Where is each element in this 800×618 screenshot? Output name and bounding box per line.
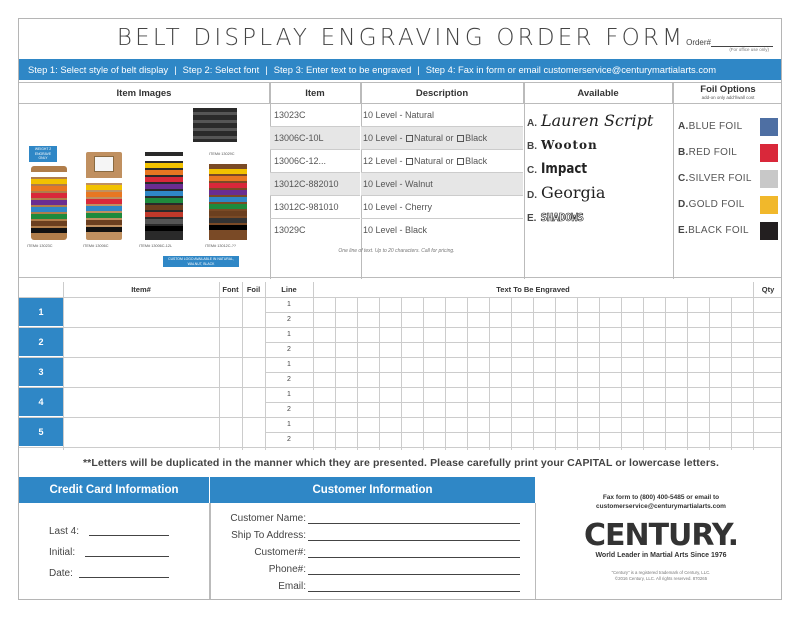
line-number: 1	[287, 301, 291, 308]
desc-text: 10 Level - Black	[363, 225, 428, 235]
rack-slat	[193, 112, 237, 115]
grid-vline	[753, 282, 754, 450]
desc-text: 10 Level - Cherry	[363, 202, 433, 212]
foil-swatch-black	[760, 222, 778, 240]
century-tagline: World Leader in Martial Arts Since 1976	[595, 552, 727, 559]
credit-card-box	[19, 503, 210, 600]
qty-input[interactable]	[753, 357, 782, 387]
belt-yellow	[86, 185, 122, 190]
black-checkbox[interactable]	[457, 135, 464, 142]
century-logo: CENTURY.	[583, 518, 739, 553]
char-cell-divider	[357, 297, 358, 450]
foil-name: SILVER FOIL	[688, 173, 752, 184]
desc-option: Black	[465, 156, 488, 166]
font-input[interactable]	[219, 387, 242, 417]
legal-line-1: “Century” is a registered trademark of Century, LLC.	[611, 570, 711, 575]
desc-text: 12 Level -	[363, 156, 406, 166]
certificate-frame	[94, 156, 114, 172]
belt-blue	[209, 197, 247, 202]
row-number-badge: 3	[19, 358, 63, 386]
char-cell-divider	[335, 297, 336, 450]
item-number: 13006C-10L	[270, 127, 360, 150]
char-cell-divider	[599, 297, 600, 450]
belt-gray	[145, 219, 183, 224]
belt-purple	[31, 200, 67, 205]
cc-initial-label: Initial:	[49, 547, 76, 558]
belt-brown	[31, 221, 67, 226]
title-row	[19, 19, 782, 57]
grid-vline	[219, 282, 220, 450]
font-input[interactable]	[219, 357, 242, 387]
font-option-c[interactable]	[527, 157, 595, 181]
black-checkbox[interactable]	[457, 158, 464, 165]
email-input[interactable]	[308, 591, 520, 592]
char-cell-divider	[577, 297, 578, 450]
credit-card-header: Credit Card Information	[19, 477, 209, 503]
belt-blue	[145, 191, 183, 196]
item-description	[361, 127, 523, 150]
row-number-badge: 5	[19, 418, 63, 446]
belt-orange	[31, 186, 67, 191]
line-number: 1	[287, 361, 291, 368]
grid-header-line: Line	[281, 285, 297, 294]
foil-input[interactable]	[242, 297, 265, 327]
belt-blue	[31, 207, 67, 212]
qty-input[interactable]	[753, 297, 782, 327]
rack-image-13006c-12l	[145, 152, 183, 240]
foil-swatch-silver	[760, 170, 778, 188]
email-label: Email:	[278, 581, 306, 592]
desc-option: Natural or	[414, 133, 457, 143]
item-number: 13012C-882010	[270, 173, 360, 196]
foil-option-blue[interactable]	[678, 117, 742, 137]
item-number: 13023C	[270, 104, 360, 127]
duplication-note: **Letters will be duplicated in the manner which they are presented. Please carefully print your CAPITAL or lowercase letters.	[83, 457, 719, 469]
foil-letter: D.	[678, 199, 689, 210]
foil-option-silver[interactable]	[678, 169, 752, 189]
grid-header-font: Font	[222, 285, 239, 294]
engraving-grid	[19, 282, 782, 450]
grid-vline	[242, 282, 243, 450]
char-cell-divider	[643, 297, 644, 450]
steps-bar	[19, 59, 782, 80]
header-item: Item	[270, 83, 361, 104]
char-cell-divider	[621, 297, 622, 450]
rack-slat	[193, 128, 237, 131]
rack-image-13006c	[86, 152, 122, 240]
belt-red-2	[145, 212, 183, 217]
char-cell-divider	[401, 297, 402, 450]
header-item-images: Item Images	[19, 83, 270, 104]
item-number-input[interactable]	[63, 417, 219, 447]
belt-yellow	[31, 179, 67, 184]
fax-line-1: Fax form to (800) 400-5485 or email to	[602, 494, 720, 501]
desc-text: 10 Level -	[363, 133, 406, 143]
font-option-b[interactable]	[527, 133, 598, 157]
rack-image-13023c	[31, 166, 67, 240]
legal-line-2: ©2016 Century, LLC. All rights reserved. 870265	[614, 576, 708, 581]
item-number-input[interactable]	[63, 297, 219, 327]
rack-slat	[193, 136, 237, 139]
custom-logo-tag: CUSTOM LOGO AVAILABLE IN NATURAL, WALNUT, BLACK	[163, 256, 239, 267]
foil-letter: B.	[678, 147, 689, 158]
desc-option: Natural or	[414, 156, 457, 166]
font-sample-impact: Impact	[541, 161, 588, 177]
caption-13006c-12l: ITEM# 13006C-12L	[139, 244, 173, 248]
foil-name: RED FOIL	[688, 147, 738, 158]
phone-label: Phone#:	[268, 564, 306, 575]
font-letter: C.	[527, 165, 537, 176]
belt-brown	[209, 211, 247, 216]
font-letter: B.	[527, 141, 537, 152]
legal-text	[566, 570, 756, 582]
font-option-e[interactable]	[527, 205, 583, 229]
customer-info-header: Customer Information	[210, 477, 535, 503]
belt-red	[209, 183, 247, 188]
belt-white	[145, 156, 183, 161]
belt-yellow	[209, 169, 247, 174]
header-foil-options: Foil Options	[700, 84, 756, 95]
row-number-badge: 2	[19, 328, 63, 356]
font-sample-georgia: Georgia	[541, 183, 606, 202]
font-sample-wooton: Wooton	[541, 138, 598, 152]
ship-address-input[interactable]	[308, 540, 520, 541]
foil-letter: A.	[678, 121, 689, 132]
divider	[673, 83, 674, 279]
product-table	[19, 82, 782, 278]
order-form-sheet	[18, 18, 782, 600]
font-option-a[interactable]	[527, 109, 653, 133]
order-number-field[interactable]	[686, 38, 773, 47]
order-number-line	[711, 39, 773, 47]
font-letter: A.	[527, 118, 537, 129]
foil-input[interactable]	[242, 387, 265, 417]
order-note: (For office use only)	[729, 47, 769, 52]
customer-name-label: Customer Name:	[230, 513, 306, 524]
grid-vline	[265, 282, 266, 450]
grid-header-qty: Qty	[761, 285, 775, 294]
grid-vline	[63, 282, 64, 450]
belt-red	[31, 193, 67, 198]
foil-letter: E.	[678, 225, 689, 236]
belt-blue	[86, 206, 122, 211]
item-number-input[interactable]	[63, 387, 219, 417]
cc-date-input[interactable]	[79, 577, 169, 578]
belt-green	[31, 214, 67, 219]
line-number: 1	[287, 331, 291, 338]
foil-input[interactable]	[242, 357, 265, 387]
font-sample-lauren-script: Lauren Script	[541, 111, 654, 130]
belt-red	[145, 177, 183, 182]
qty-input[interactable]	[753, 387, 782, 417]
customer-name-input[interactable]	[308, 523, 520, 524]
foil-option-gold[interactable]	[678, 195, 745, 215]
item-number: 13012C-981010	[270, 196, 360, 219]
desc-option: Black	[465, 133, 488, 143]
header-available: Available	[524, 83, 673, 104]
foil-option-red[interactable]	[678, 143, 737, 163]
step-separator: |	[174, 64, 177, 75]
rack-slat	[193, 120, 237, 123]
item-number: 13006C-12...	[270, 150, 360, 173]
cc-last4-input[interactable]	[89, 535, 169, 536]
char-cell-divider	[379, 297, 380, 450]
item-description	[361, 104, 523, 127]
char-cell-divider	[511, 297, 512, 450]
qty-input[interactable]	[753, 417, 782, 447]
cc-initial-input[interactable]	[85, 556, 169, 557]
belt-orange	[86, 192, 122, 197]
foil-letter: C.	[678, 173, 689, 184]
natural-checkbox[interactable]	[406, 135, 413, 142]
caption-wall-rack: ITEM# 13029C	[209, 152, 235, 156]
item-number-input[interactable]	[63, 327, 219, 357]
row-number-badge: 4	[19, 388, 63, 416]
qty-input[interactable]	[753, 327, 782, 357]
fax-instructions	[566, 493, 756, 511]
grid-header-text: Text To Be Engraved	[496, 285, 570, 294]
fax-line-2: customerservice@centurymartialarts.com	[596, 503, 726, 510]
grid-vline	[313, 282, 314, 450]
belt-orange	[145, 170, 183, 175]
belt-purple	[145, 184, 183, 189]
line-number: 2	[287, 406, 291, 413]
char-cell-divider	[533, 297, 534, 450]
foil-swatch-blue	[760, 118, 778, 136]
divider	[524, 83, 525, 279]
foil-swatch-red	[760, 144, 778, 162]
step-separator: |	[265, 64, 268, 75]
belt-white	[31, 172, 67, 177]
line-number: 2	[287, 316, 291, 323]
belt-display-images	[19, 104, 269, 279]
belt-black	[86, 227, 122, 232]
belt-green	[145, 198, 183, 203]
ship-address-label: Ship To Address:	[231, 530, 306, 541]
belt-green	[86, 213, 122, 218]
foil-input[interactable]	[242, 417, 265, 447]
belt-red	[86, 199, 122, 204]
grid-header-foil: Foil	[246, 285, 261, 294]
foil-options-note: add-on only add’l/wall cost	[701, 95, 755, 100]
font-letter: E.	[527, 213, 537, 224]
caption-13023c: ITEM# 13023C	[27, 244, 53, 248]
cc-date-label: Date:	[49, 568, 73, 579]
line-number: 2	[287, 436, 291, 443]
step-2: Step 2: Select font	[182, 64, 260, 75]
step-3: Step 3: Enter text to be engraved	[273, 64, 412, 75]
natural-checkbox[interactable]	[406, 158, 413, 165]
foil-name: BLACK FOIL	[688, 225, 749, 236]
page-title: BELT DISPLAY ENGRAVING ORDER FORM	[116, 25, 686, 51]
belt-orange	[209, 176, 247, 181]
font-option-d[interactable]	[527, 181, 605, 205]
caption-13006c: ITEM# 13006C	[83, 244, 109, 248]
cc-last4-label: Last 4:	[49, 526, 80, 537]
belt-white	[86, 178, 122, 183]
caption-13012c: ITEM# 13012C-??	[205, 244, 237, 248]
font-letter: D.	[527, 190, 537, 201]
belt-black	[145, 226, 183, 231]
font-input[interactable]	[219, 327, 242, 357]
belt-green	[209, 204, 247, 209]
grid-header-item: Item#	[131, 285, 151, 294]
char-cell-divider	[445, 297, 446, 450]
item-description	[361, 150, 523, 173]
belt-black	[31, 228, 67, 233]
step-1: Step 1: Select style of belt display	[28, 64, 169, 75]
step-4: Step 4: Fax in form or email customerservice@centurymartialarts.com	[425, 64, 717, 75]
phone-input[interactable]	[308, 574, 520, 575]
char-cell-divider	[731, 297, 732, 450]
foil-input[interactable]	[242, 327, 265, 357]
item-number: 13029C	[274, 225, 306, 235]
font-sample-shadows: SHADOWS	[540, 211, 584, 224]
belt-brown	[86, 220, 122, 225]
char-cell-divider	[555, 297, 556, 450]
belt-brown	[145, 205, 183, 210]
desc-text: 10 Level - Natural	[363, 110, 435, 120]
customer-number-input[interactable]	[308, 557, 520, 558]
belt-yellow	[145, 163, 183, 168]
step-separator: |	[417, 64, 420, 75]
foil-name: GOLD FOIL	[688, 199, 745, 210]
char-cell-divider	[687, 297, 688, 450]
line-number: 2	[287, 346, 291, 353]
foil-swatch-gold	[760, 196, 778, 214]
line-number: 1	[287, 421, 291, 428]
engraving-note: One line of text. Up to 20 characters. Call for pricing.	[338, 248, 455, 254]
line-number: 1	[287, 391, 291, 398]
customer-number-label: Customer#:	[254, 547, 306, 558]
char-cell-divider	[423, 297, 424, 450]
desc-text: 10 Level - Walnut	[363, 179, 433, 189]
foil-name: BLUE FOIL	[688, 121, 743, 132]
char-cell-divider	[489, 297, 490, 450]
belt-dark	[209, 218, 247, 223]
item-description	[361, 196, 523, 219]
font-input[interactable]	[219, 417, 242, 447]
item-number-input[interactable]	[63, 357, 219, 387]
char-cell-divider	[709, 297, 710, 450]
char-cell-divider	[467, 297, 468, 450]
char-cell-divider	[665, 297, 666, 450]
rack-image-13012c	[209, 164, 247, 240]
rack-image-wall-black	[193, 108, 237, 142]
foil-option-black[interactable]	[678, 221, 749, 241]
font-input[interactable]	[219, 297, 242, 327]
belt-purple	[209, 190, 247, 195]
item-description	[361, 173, 523, 196]
row-number-badge: 1	[19, 298, 63, 326]
header-description: Description	[361, 83, 524, 104]
engrave-tag: WEIGHT 2 ENGRAVE ONLY	[29, 146, 57, 162]
order-number-label: Order#	[686, 38, 711, 47]
belt-black	[209, 225, 247, 230]
line-number: 2	[287, 376, 291, 383]
